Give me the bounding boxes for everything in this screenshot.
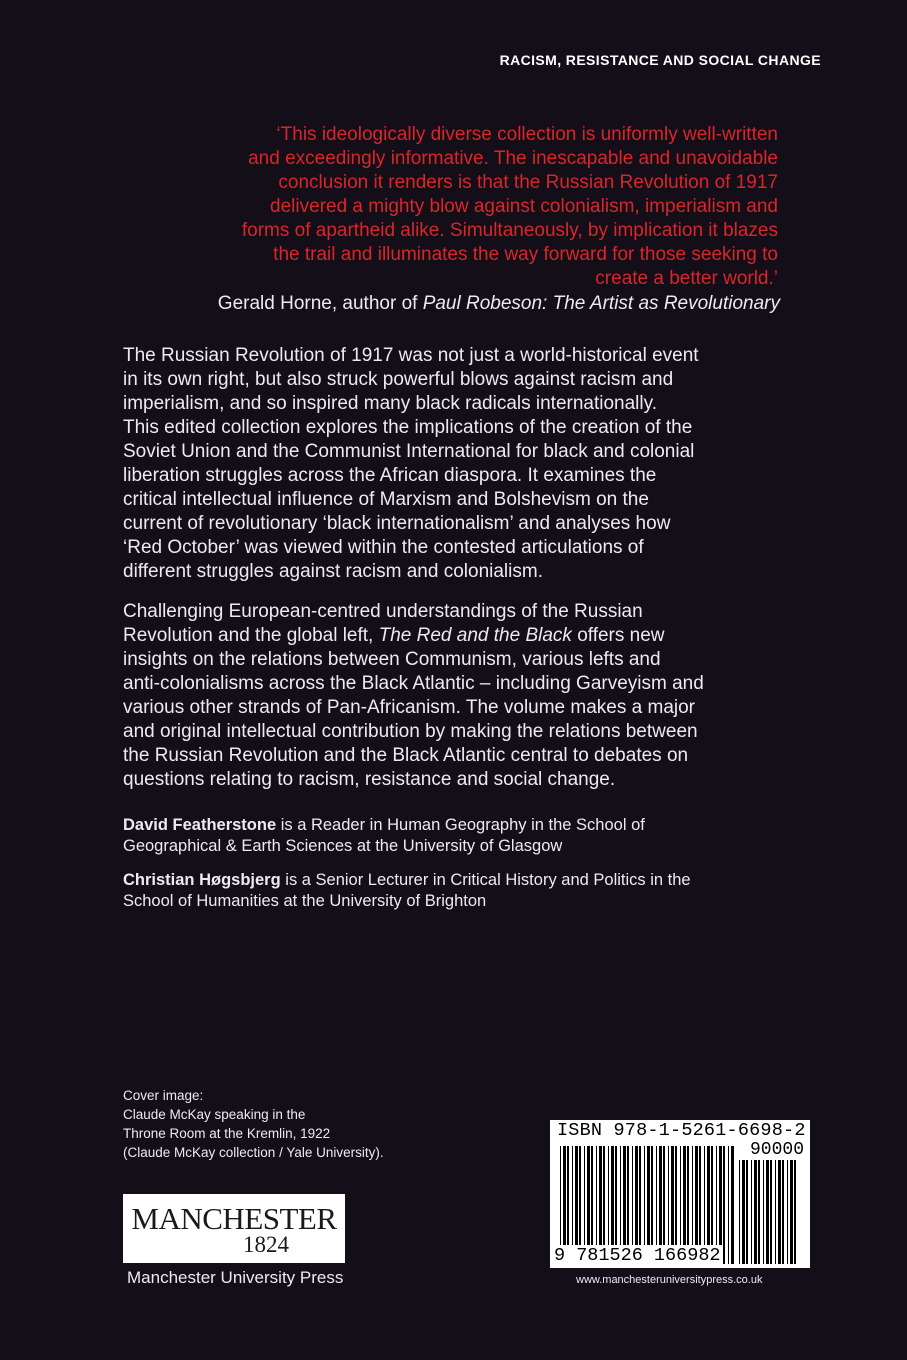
author-bio-text: is a Reader in Human Geography in the School of — [276, 816, 645, 834]
quote-attribution — [120, 292, 780, 316]
author-bio-featherstone — [123, 815, 773, 857]
blurb-line: questions relating to racism, resistance and social change. — [123, 769, 616, 790]
blurb-line: various other strands of Pan-Africanism. The volume makes a major — [123, 697, 695, 718]
quote-line: conclusion it renders is that the Russian Revolution of 1917 — [278, 172, 778, 193]
attribution-book-title: Paul Robeson: The Artist as Revolutionary — [422, 293, 780, 314]
author-name: Christian Høgsbjerg — [123, 871, 281, 889]
manchester-logo — [123, 1194, 345, 1263]
author-bio-text: School of Humanities at the University of Brighton — [123, 892, 487, 910]
credit-line: Claude McKay speaking in the — [123, 1107, 306, 1122]
logo-year: 1824 — [243, 1232, 289, 1257]
blurb-line: This edited collection explores the implications of the creation of the — [123, 417, 693, 438]
blurb-line — [123, 624, 783, 648]
blurb-line: the Russian Revolution and the Black Atlantic central to debates on — [123, 745, 689, 766]
price-addon-digits: 90000 — [749, 1140, 804, 1160]
series-title: RACISM, RESISTANCE AND SOCIAL CHANGE — [499, 52, 821, 68]
blurb-line: ‘Red October’ was viewed within the contested articulations of — [123, 537, 644, 558]
author-name: David Featherstone — [123, 816, 277, 834]
blurb-line: anti-colonialisms across the Black Atlantic – including Garveyism and — [123, 673, 704, 694]
credit-line: (Claude McKay collection / Yale University). — [123, 1145, 384, 1160]
quote-line: ‘This ideologically diverse collection is uniformly well-written — [276, 124, 778, 145]
blurb-paragraph-2 — [123, 600, 783, 792]
cover-image-credit — [123, 1086, 483, 1162]
blurb-text: Revolution and the global left, — [123, 625, 379, 646]
book-title: The Red and the Black — [378, 625, 572, 646]
credit-line: Throne Room at the Kremlin, 1922 — [123, 1126, 331, 1141]
blurb-line: critical intellectual influence of Marxism and Bolshevism on the — [123, 489, 649, 510]
blurb-line: and original intellectual contribution by making the relations between — [123, 721, 698, 742]
logo-wordmark: MANCHESTER — [131, 1201, 337, 1236]
author-bio-text: is a Senior Lecturer in Critical History and Politics in the — [280, 871, 691, 889]
blurb-line: imperialism, and so inspired many black radicals internationally. — [123, 393, 657, 414]
author-bio-hogsbjerg — [123, 870, 773, 912]
attribution-author: Gerald Horne, author of — [217, 293, 423, 314]
quote-line: delivered a mighty blow against colonialism, imperialism and — [270, 196, 778, 217]
blurb-line: current of revolutionary ‘black internationalism’ and analyses how — [123, 513, 671, 534]
endorsement-quote — [120, 123, 778, 291]
ean-digits: 9 781526 166982 — [554, 1245, 721, 1266]
isbn-barcode — [550, 1120, 810, 1268]
addon-barcode-bars — [739, 1160, 799, 1264]
quote-line: and exceedingly informative. The inescapable and unavoidable — [248, 148, 778, 169]
blurb-text: offers new — [571, 625, 665, 646]
blurb-line: in its own right, but also struck powerful blows against racism and — [123, 369, 674, 390]
blurb-line: The Russian Revolution of 1917 was not just a world-historical event — [123, 345, 699, 366]
blurb-line: different struggles against racism and colonialism. — [123, 561, 543, 582]
quote-line: forms of apartheid alike. Simultaneously, by implication it blazes — [241, 220, 778, 241]
author-bio-text: Geographical & Earth Sciences at the University of Glasgow — [123, 837, 563, 855]
blurb-line: insights on the relations between Communism, various lefts and — [123, 649, 661, 670]
blurb-line: Challenging European-centred understandings of the Russian — [123, 601, 643, 622]
isbn-text: ISBN 978-1-5261-6698-2 — [557, 1120, 806, 1141]
quote-line: the trail and illuminates the way forward for those seeking to — [273, 244, 778, 265]
quote-line: create a better world.’ — [595, 268, 778, 289]
blurb-line: liberation struggles across the African diaspora. It examines the — [123, 465, 657, 486]
credit-line: Cover image: — [123, 1088, 204, 1103]
publisher-website: www.manchesteruniversitypress.co.uk — [576, 1274, 763, 1286]
blurb-line: Soviet Union and the Communist International for black and colonial — [123, 441, 695, 462]
blurb-paragraph-1 — [123, 344, 783, 584]
publisher-name: Manchester University Press — [127, 1268, 344, 1287]
